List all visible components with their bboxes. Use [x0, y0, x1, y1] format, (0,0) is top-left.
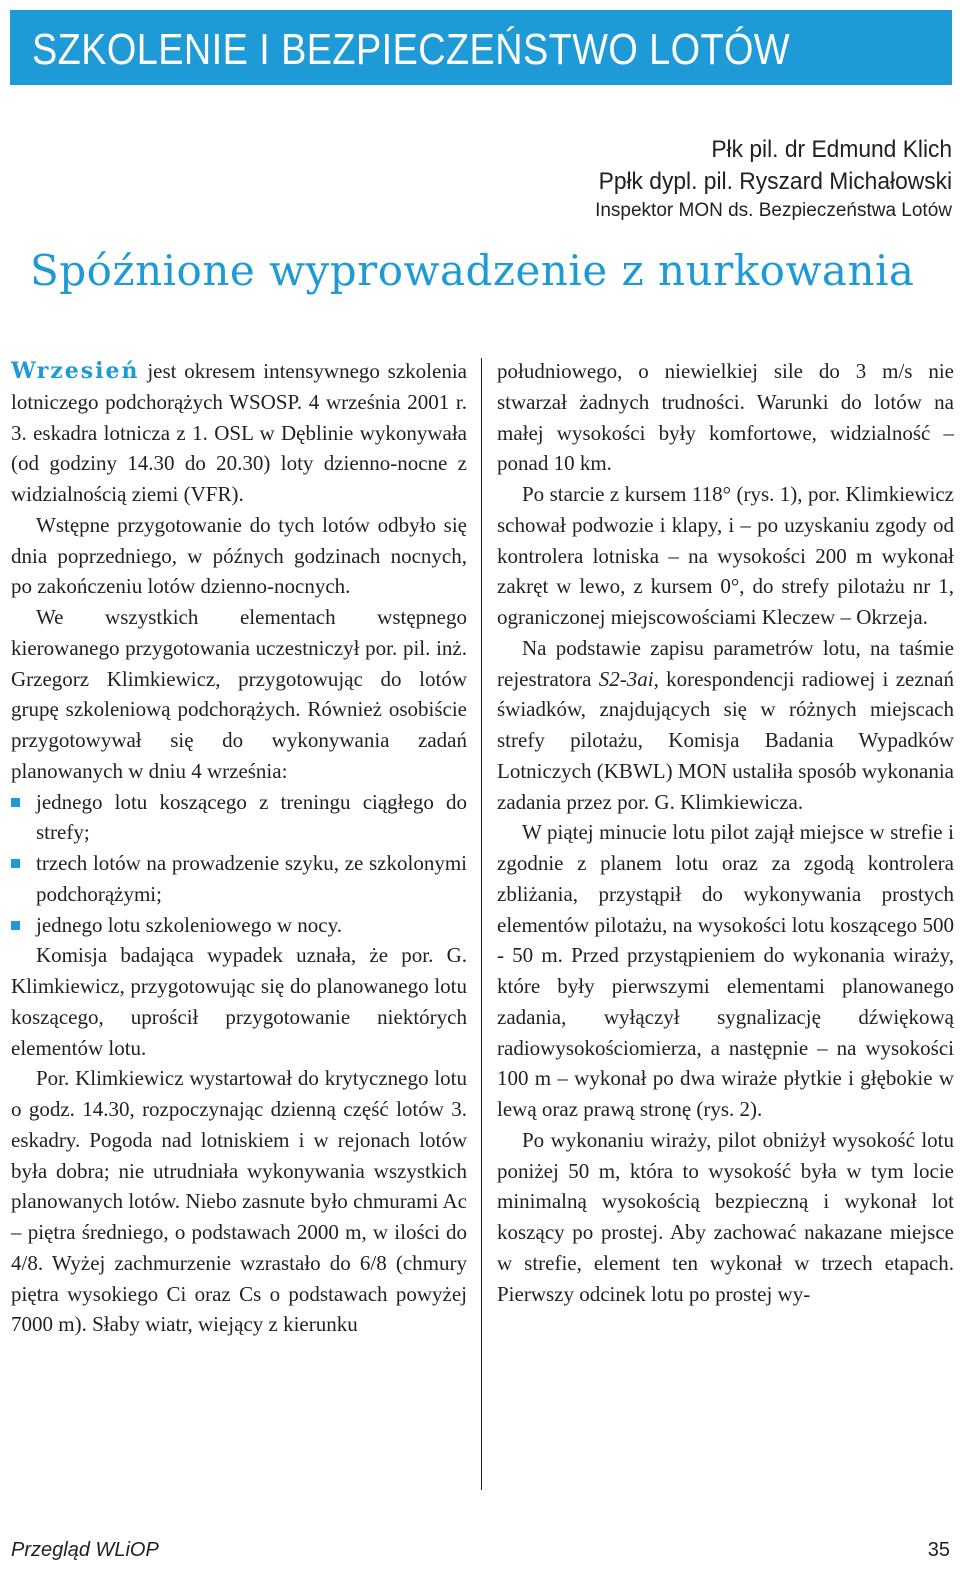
paragraph: Wstępne przygotowanie do tych lotów odbyło się dnia poprzedniego, w późnych godzinach nocnych, po zakończeniu lotów dzienno-nocnych. — [11, 512, 467, 599]
author-role: Inspektor MON ds. Bezpieczeństwa Lotów — [595, 200, 952, 221]
list-item — [11, 787, 467, 849]
article-column-left — [11, 356, 467, 1340]
paragraph-text: Na podstawie zapisu parametrów lotu, na taśmie rejestratora — [497, 635, 954, 691]
recorder-name: S2-3ai — [598, 666, 654, 691]
lead-word: Wrzesień — [11, 358, 140, 384]
list-item-text: jednego lotu koszącego z treningu ciągłego do strefy; — [36, 789, 467, 845]
author-name-1: Płk pil. dr Edmund Klich — [711, 136, 952, 163]
section-title: SZKOLENIE I BEZPIECZEŃSTWO LOTÓW — [32, 25, 791, 74]
bullet-square-icon — [11, 859, 20, 868]
paragraph — [11, 356, 467, 510]
paragraph — [497, 633, 954, 818]
paragraph: Po wykonaniu wiraży, pilot obniżył wysokość lotu poniżej 50 m, która to wysokość była w tym locie minimalną wysokością bezpieczną i wykonał lot koszący po prostej. Aby zachować nakazane miejsce w strefie, element ten wykonał w trzech etapach. Pierwszy odcinek lotu po prostej wy- — [497, 1127, 954, 1306]
journal-name: Przegląd WLiOP — [11, 1539, 159, 1561]
paragraph-text: , korespondencji radiowej i zeznań świadków, znajdujących się w różnych miejscach strefy pilotażu, Komisja Badania Wypadków Lotniczych (KBWL) MON ustaliła sposób wykonania zadania przez por. G. Klimkiewicza. — [497, 666, 954, 814]
section-banner — [10, 10, 952, 85]
bullet-list — [11, 787, 467, 941]
page-number: 35 — [927, 1539, 950, 1561]
paragraph: południowego, o niewielkiej sile do 3 m/s nie stwarzał żadnych trudności. Warunki do lotów na małej wysokości były komfortowe, widzialność – ponad 10 km. — [497, 359, 954, 476]
paragraph: Por. Klimkiewicz wystartował do krytycznego lotu o godz. 14.30, rozpoczynając dzienną część lotów 3. eskadry. Pogoda nad lotniskiem i w rejonach lotów była dobra; nie utrudniała wykonywania wszystkich planowanych lotów. Niebo zasnute było chmurami Ac – piętra średniego, o podstawach 2000 m, w ilości do 4/8. Wyżej zachmurzenie wzrastało do 6/8 (chmury piętra wysokiego Ci oraz Cs o podstawach powyżej 7000 m). Słaby wiatr, wiejący z kierunku — [11, 1066, 467, 1337]
bullet-square-icon — [11, 921, 20, 930]
author-block — [580, 134, 952, 224]
paragraph: Po starcie z kursem 118° (rys. 1), por. Klimkiewicz schował podwozie i klapy, i – po uzyskaniu zgody od kontrolera lotniska – na wysokości 200 m wykonał zakręt w lewo, z kursem 0°, do strefy pilotażu nr 1, ograniczonej miejscowościami Kleczew – Okrzeja. — [497, 482, 954, 629]
list-item-text: jednego lotu szkoleniowego w nocy. — [36, 912, 342, 937]
author-name-2: Ppłk dypl. pil. Ryszard Michałowski — [598, 168, 952, 195]
list-item — [11, 848, 467, 910]
article-title: Spóźnione wyprowadzenie z nurkowania — [30, 246, 915, 295]
bullet-square-icon — [11, 798, 20, 807]
paragraph: Komisja badająca wypadek uznała, że por. G. Klimkiewicz, przygotowując się do planowanego lotu koszącego, uprościł przygotowanie niektórych elementów lotu. — [11, 943, 467, 1060]
paragraph-text: jest okresem intensywnego szkolenia lotniczego podchorążych WSOSP. 4 września 2001 r. 3. eskadra lotnicza z 1. OSL w Dęblinie wykonywała (od godziny 14.30 do 20.30) loty dzienno-nocne z widzialnością ziemi (VFR). — [11, 359, 467, 506]
list-item-text: trzech lotów na prowadzenie szyku, ze szkolonymi podchorążymi; — [36, 851, 467, 906]
article-column-right — [497, 356, 954, 1309]
column-divider — [481, 358, 482, 1490]
paragraph: W piątej minucie lotu pilot zajął miejsce w strefie i zgodnie z planem lotu oraz za zgodą kontrolera zbliżania, przystąpił do wykonywania prostych elementów pilotażu, na wysokości lotu koszącego 500 - 50 m. Przed przystąpieniem do wykonania wiraży, które były pierwszymi elementami planowanego zadania, wyłączył sygnalizację dźwiękową radiowysokościomierza, a następnie – na wysokości 100 m – wykonał po dwa wiraże płytkie i głębokie w lewą oraz prawą stronę (rys. 2). — [497, 820, 954, 1121]
paragraph: We wszystkich elementach wstępnego kierowanego przygotowania uczestniczył por. pil. inż. Grzegorz Klimkiewicz, przygotowując do lotów grupę szkoleniową podchorążych. Również osobiście przygotowywał się do wykonywania zadań planowanych w dniu 4 września: — [11, 605, 467, 783]
list-item — [11, 910, 467, 941]
